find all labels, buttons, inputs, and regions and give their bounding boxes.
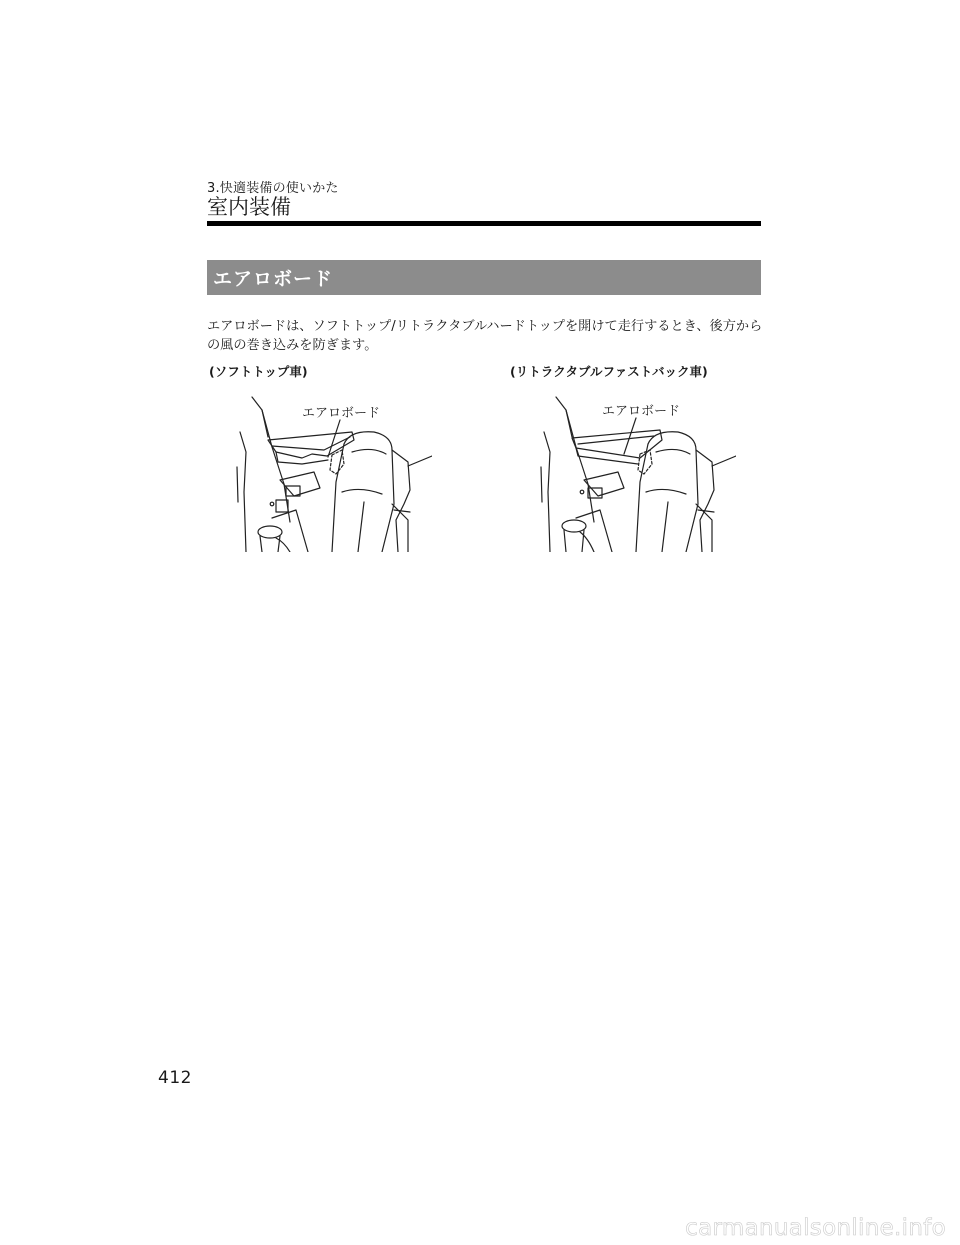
section-title: エアロボード	[213, 268, 334, 290]
section-header-bar	[207, 260, 761, 295]
figure-caption-fastback: (リトラクタブルファストバック車)	[510, 364, 708, 379]
figure-fastback	[536, 392, 736, 552]
page-title: 室内装備	[207, 195, 291, 219]
breadcrumb: 3.快適装備の使いかた	[207, 181, 339, 196]
aeroboard-callout-label: エアロボード	[602, 404, 681, 419]
body-paragraph: エアロボードは、ソフトトップ/リトラクタブルハードトップを開けて走行するとき、後方からの風の巻き込みを防ぎます。	[207, 319, 763, 353]
watermark: carmanualsonline.info	[685, 1215, 946, 1241]
figure-softtop	[232, 392, 432, 552]
figure-caption-softtop: (ソフトトップ車)	[209, 364, 308, 379]
page-number: 412	[158, 1068, 192, 1088]
title-rule	[207, 221, 761, 226]
aeroboard-callout-label: エアロボード	[302, 406, 381, 421]
